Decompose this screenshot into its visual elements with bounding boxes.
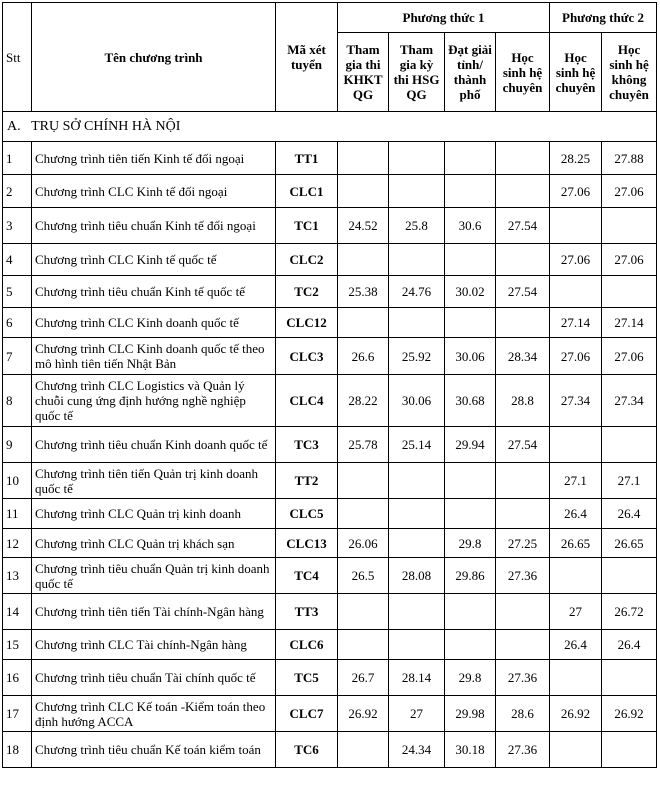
row-score [496,499,550,529]
row-program-name: Chương trình CLC Tài chính-Ngân hàng [32,630,276,660]
row-score [389,529,445,558]
row-code: TC3 [276,427,338,463]
row-stt: 12 [3,529,32,558]
table-row [3,308,657,338]
row-score: 27.1 [602,463,657,499]
row-score: 30.68 [445,375,496,427]
row-score: 27 [550,594,602,630]
row-stt: 11 [3,499,32,529]
row-score: 27.06 [550,175,602,208]
table-row [3,696,657,732]
row-score [389,244,445,276]
row-score [445,244,496,276]
row-score: 26.7 [338,660,389,696]
row-program-name: Chương trình CLC Quản trị kinh doanh [32,499,276,529]
row-score: 27.54 [496,276,550,308]
row-score: 28.8 [496,375,550,427]
row-score [338,630,389,660]
row-score [338,175,389,208]
row-program-name: Chương trình tiêu chuẩn Kế toán kiểm toán [32,732,276,768]
row-score [445,594,496,630]
row-score: 24.34 [389,732,445,768]
header-m1-col: Tham gia kỳ thi HSG QG [389,33,445,112]
row-score [602,558,657,594]
row-code: CLC5 [276,499,338,529]
header-method-1: Phương thức 1 [338,3,550,33]
row-score: 27 [389,696,445,732]
row-program-name: Chương trình CLC Kinh doanh quốc tế theo mô hình tiên tiến Nhật Bản [32,338,276,375]
row-score [338,594,389,630]
row-score [389,308,445,338]
row-score: 26.5 [338,558,389,594]
row-program-name: Chương trình CLC Kinh tế quốc tế [32,244,276,276]
row-program-name: Chương trình tiên tiến Kinh tế đối ngoại [32,142,276,175]
row-score [338,732,389,768]
row-score [338,499,389,529]
row-score: 27.25 [496,529,550,558]
table-row [3,338,657,375]
row-score [550,427,602,463]
row-score [550,732,602,768]
row-stt: 15 [3,630,32,660]
row-score [496,244,550,276]
section-row [3,112,657,142]
row-score [445,308,496,338]
row-score [602,427,657,463]
row-program-name: Chương trình CLC Kinh tế đối ngoại [32,175,276,208]
row-stt: 18 [3,732,32,768]
row-score [389,630,445,660]
row-program-name: Chương trình tiêu chuẩn Kinh doanh quốc tế [32,427,276,463]
row-program-name: Chương trình tiêu chuẩn Tài chính quốc tế [32,660,276,696]
row-score: 28.6 [496,696,550,732]
row-score: 26.65 [550,529,602,558]
row-score: 27.06 [602,175,657,208]
table-row [3,529,657,558]
section-title: A. TRỤ SỞ CHÍNH HÀ NỘI [3,112,657,142]
row-score: 26.92 [550,696,602,732]
row-score: 26.4 [550,630,602,660]
row-score: 25.38 [338,276,389,308]
row-stt: 2 [3,175,32,208]
header-m1-col: Đạt giải tỉnh/ thành phố [445,33,496,112]
row-stt: 16 [3,660,32,696]
row-score: 27.06 [602,244,657,276]
table-row [3,175,657,208]
row-code: CLC4 [276,375,338,427]
row-score [445,630,496,660]
row-stt: 14 [3,594,32,630]
row-score: 27.06 [550,244,602,276]
row-score: 30.02 [445,276,496,308]
row-score: 30.06 [445,338,496,375]
row-program-name: Chương trình CLC Kế toán -Kiểm toán theo định hướng ACCA [32,696,276,732]
table-row [3,499,657,529]
row-code: CLC6 [276,630,338,660]
table-row [3,244,657,276]
header-method-2: Phương thức 2 [550,3,657,33]
row-code: CLC1 [276,175,338,208]
row-score: 28.25 [550,142,602,175]
row-score [550,276,602,308]
row-score [496,630,550,660]
row-score [389,594,445,630]
row-score [602,660,657,696]
row-score [338,244,389,276]
row-code: TT3 [276,594,338,630]
row-stt: 4 [3,244,32,276]
row-score: 25.8 [389,208,445,244]
row-stt: 3 [3,208,32,244]
row-code: CLC12 [276,308,338,338]
row-score: 30.18 [445,732,496,768]
row-code: CLC3 [276,338,338,375]
table-row [3,208,657,244]
row-score: 29.94 [445,427,496,463]
row-code: TC6 [276,732,338,768]
row-score: 27.34 [550,375,602,427]
row-code: CLC2 [276,244,338,276]
row-score: 28.22 [338,375,389,427]
row-score: 27.54 [496,427,550,463]
row-score: 29.8 [445,660,496,696]
row-score: 28.14 [389,660,445,696]
row-program-name: Chương trình tiêu chuẩn Quản trị kinh doanh quốc tế [32,558,276,594]
row-stt: 6 [3,308,32,338]
row-score: 27.36 [496,732,550,768]
row-code: CLC7 [276,696,338,732]
row-code: TC1 [276,208,338,244]
table-row [3,558,657,594]
row-score: 25.78 [338,427,389,463]
row-score [445,142,496,175]
row-score: 25.92 [389,338,445,375]
row-score [389,499,445,529]
row-stt: 9 [3,427,32,463]
row-score [445,499,496,529]
row-score: 27.14 [602,308,657,338]
header-stt: Stt [3,3,32,112]
row-code: TT2 [276,463,338,499]
table-row [3,660,657,696]
row-score: 29.8 [445,529,496,558]
row-score: 26.4 [602,630,657,660]
row-code: TT1 [276,142,338,175]
header-program: Tên chương trình [32,3,276,112]
row-code: TC4 [276,558,338,594]
row-score [445,175,496,208]
table-row [3,427,657,463]
row-score [496,175,550,208]
row-score: 26.4 [550,499,602,529]
row-score [389,463,445,499]
row-score [602,276,657,308]
row-score: 25.14 [389,427,445,463]
row-code: TC2 [276,276,338,308]
header-code: Mã xét tuyển [276,3,338,112]
row-stt: 13 [3,558,32,594]
row-program-name: Chương trình tiêu chuẩn Kinh tế đối ngoại [32,208,276,244]
row-score [550,558,602,594]
row-score [496,463,550,499]
row-program-name: Chương trình tiêu chuẩn Kinh tế quốc tế [32,276,276,308]
header-m1-col: Học sinh hệ chuyên [496,33,550,112]
row-program-name: Chương trình CLC Quản trị khách sạn [32,529,276,558]
row-score: 27.36 [496,660,550,696]
row-stt: 8 [3,375,32,427]
row-score [602,208,657,244]
row-score: 29.86 [445,558,496,594]
row-score: 30.6 [445,208,496,244]
row-score: 27.88 [602,142,657,175]
row-score: 26.72 [602,594,657,630]
row-score: 28.34 [496,338,550,375]
table-row [3,594,657,630]
row-score: 29.98 [445,696,496,732]
row-score [602,732,657,768]
row-code: CLC13 [276,529,338,558]
row-program-name: Chương trình CLC Kinh doanh quốc tế [32,308,276,338]
row-stt: 5 [3,276,32,308]
row-program-name: Chương trình tiên tiến Quản trị kinh doanh quốc tế [32,463,276,499]
row-score [496,308,550,338]
row-program-name: Chương trình tiên tiến Tài chính-Ngân hàng [32,594,276,630]
row-score: 27.34 [602,375,657,427]
header-m1-col: Tham gia thi KHKT QG [338,33,389,112]
row-score: 24.76 [389,276,445,308]
row-score: 27.54 [496,208,550,244]
row-score [338,463,389,499]
table-row [3,375,657,427]
row-stt: 17 [3,696,32,732]
row-score: 26.92 [338,696,389,732]
table-row [3,732,657,768]
row-score: 27.06 [602,338,657,375]
row-stt: 1 [3,142,32,175]
row-score [550,660,602,696]
row-score: 26.92 [602,696,657,732]
table-row [3,463,657,499]
row-score [389,175,445,208]
row-score [338,142,389,175]
row-score [496,142,550,175]
row-score: 28.08 [389,558,445,594]
row-score [338,308,389,338]
row-score [389,142,445,175]
row-score: 27.06 [550,338,602,375]
header-m2-col: Học sinh hệ chuyên [550,33,602,112]
row-stt: 10 [3,463,32,499]
row-score: 26.6 [338,338,389,375]
row-score: 27.1 [550,463,602,499]
row-score [496,594,550,630]
row-score [445,463,496,499]
admission-score-table [2,2,657,768]
table-row [3,142,657,175]
row-score: 24.52 [338,208,389,244]
row-program-name: Chương trình CLC Logistics và Quản lý chuỗi cung ứng định hướng nghề nghiệp quốc tế [32,375,276,427]
row-score: 26.65 [602,529,657,558]
row-score [550,208,602,244]
table-row [3,630,657,660]
row-score: 27.36 [496,558,550,594]
table-row [3,276,657,308]
row-stt: 7 [3,338,32,375]
row-score: 26.06 [338,529,389,558]
row-score: 26.4 [602,499,657,529]
row-code: TC5 [276,660,338,696]
row-score: 30.06 [389,375,445,427]
header-m2-col: Học sinh hệ không chuyên [602,33,657,112]
row-score: 27.14 [550,308,602,338]
